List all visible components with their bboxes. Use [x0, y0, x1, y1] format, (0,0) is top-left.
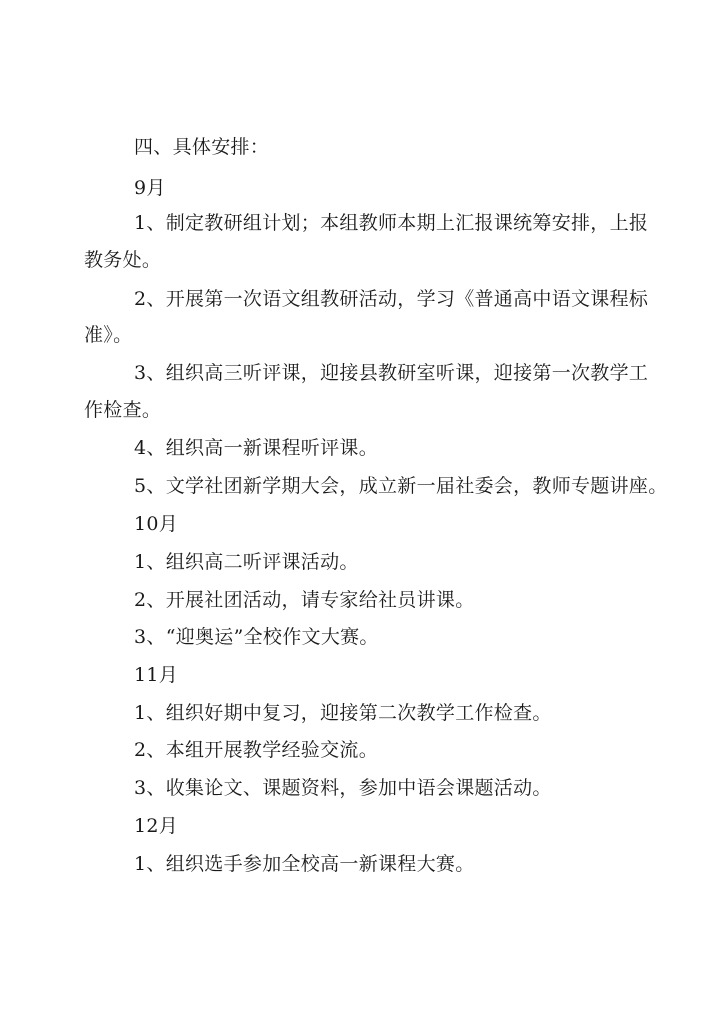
list-item-line: 1、组织好期中复习，迎接第二次教学工作检查。: [134, 702, 552, 724]
list-item-line: 3、收集论文、课题资料，参加中语会课题活动。: [134, 777, 552, 799]
list-item-line: 2、开展第一次语文组教研活动，学习《普通高中语文课程标: [134, 288, 649, 310]
list-item-line: 1、组织高二听评课活动。: [134, 551, 359, 573]
list-item-line: 2、本组开展教学经验交流。: [134, 739, 378, 761]
list-item-line: 2、开展社团活动，请专家给社员讲课。: [134, 589, 475, 611]
list-item-line: 1、制定教研组计划；本组教师本期上汇报课统筹安排，上报: [134, 212, 649, 234]
section-heading: 四、具体安排：: [134, 136, 270, 158]
month-label-october: 10月: [134, 513, 179, 535]
list-item-line: 1、组织选手参加全校高一新课程大赛。: [134, 853, 475, 875]
month-label-december: 12月: [134, 815, 179, 837]
list-item-continuation: 作检查。: [84, 399, 162, 421]
list-item-continuation: 准》。: [84, 324, 133, 346]
month-label-september: 9月: [134, 177, 166, 199]
month-label-november: 11月: [134, 664, 179, 686]
list-item-line: 4、组织高一新课程听评课。: [134, 437, 378, 459]
list-item-continuation: 教务处。: [84, 249, 162, 271]
list-item-line: 3、组织高三听评课，迎接县教研室听课，迎接第一次教学工: [134, 362, 649, 384]
list-item-line: 3、“迎奥运”全校作文大赛。: [134, 626, 379, 648]
list-item-line: 5、文学社团新学期大会，成立新一届社委会，教师专题讲座。: [134, 475, 668, 497]
